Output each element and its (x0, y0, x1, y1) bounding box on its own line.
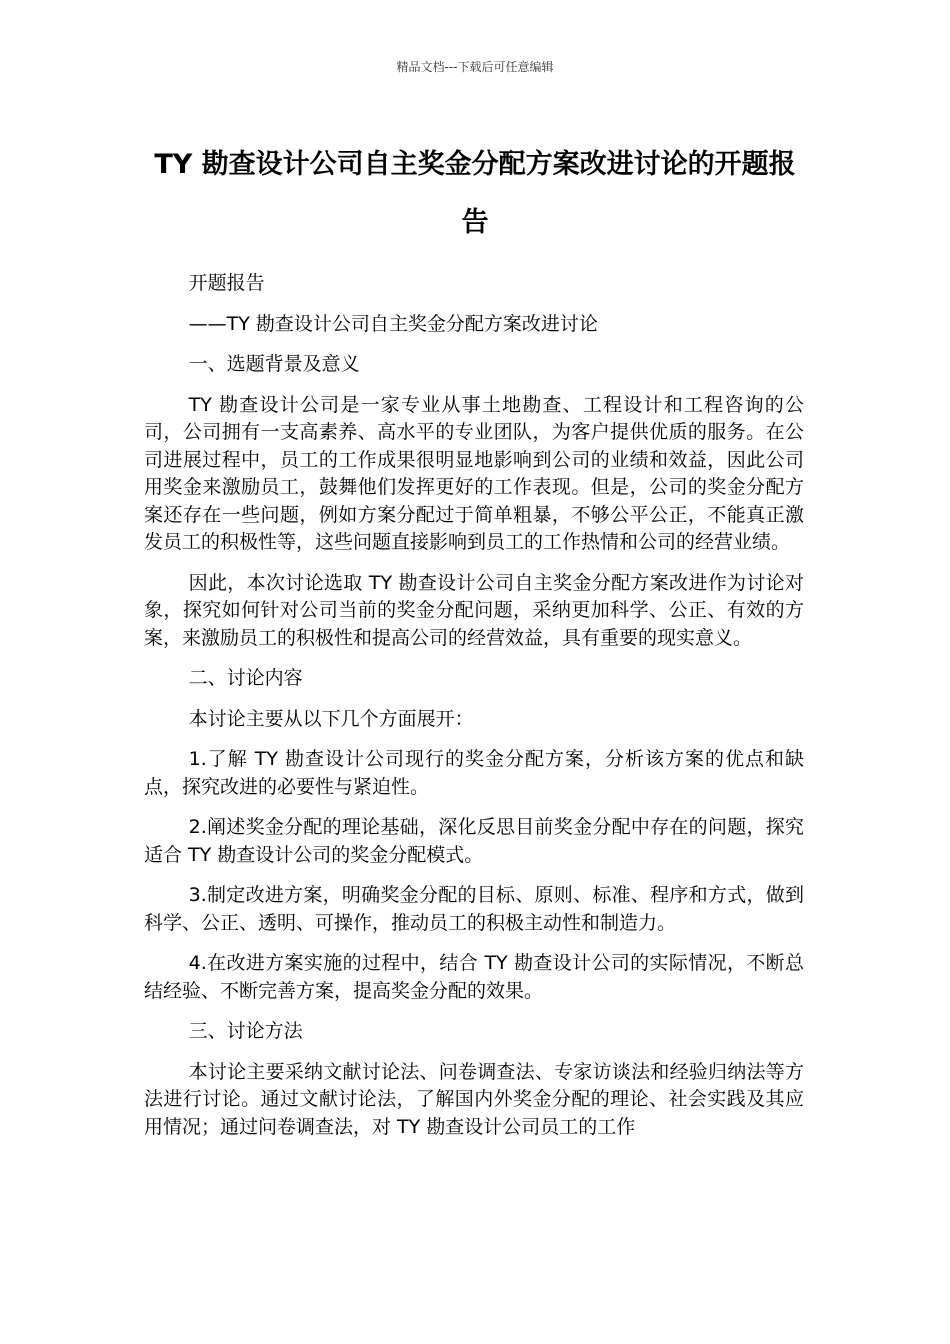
document-title: TY 勘查设计公司自主奖金分配方案改进讨论的开题报告 (154, 149, 796, 238)
list-item-3: 3.制定改进方案，明确奖金分配的目标、原则、标准、程序和方式，做到科学、公正、透明、可操作，推动员工的积极主动性和制造力。 (144, 884, 804, 934)
list-item-1: 1.了解 TY 勘查设计公司现行的奖金分配方案，分析该方案的优点和缺点，探究改进的必要性与紧迫性。 (144, 748, 804, 798)
list-item-2: 2.阐述奖金分配的理论基础，深化反思目前奖金分配中存在的问题，探究适合 TY 勘查设计公司的奖金分配模式。 (144, 816, 804, 866)
section-heading-background: 一、选题背景及意义 (188, 353, 360, 375)
document-body (144, 270, 804, 1154)
paragraph-significance: 因此，本次讨论选取 TY 勘查设计公司自主奖金分配方案改进作为讨论对象，探究如何针对公司当前的奖金分配问题，采纳更加科学、公正、有效的方案，来激励员工的积极性和提高公司的经营效益，具有重要的现实意义。 (144, 571, 804, 649)
paragraph-method: 本讨论主要采纳文献讨论法、问卷调查法、专家访谈法和经验归纳法等方法进行讨论。通过文献讨论法，了解国内外奖金分配的理论、社会实践及其应用情况；通过问卷调查法，对 TY 勘查设计公司员工的工作 (144, 1060, 804, 1138)
header-note: 精品文档---下载后可任意编辑 (396, 60, 554, 74)
paragraph-background: TY 勘查设计公司是一家专业从事土地勘查、工程设计和工程咨询的公司，公司拥有一支高素养、高水平的专业团队，为客户提供优质的服务。在公司进展过程中，员工的工作成果很明显地影响到公司的业绩和效益，因此公司用奖金来激励员工，鼓舞他们发挥更好的工作表现。但是，公司的奖金分配方案还存在一些问题，例如方案分配过于简单粗暴，不够公平公正，不能真正激发员工的积极性等，这些问题直接影响到员工的工作热情和公司的经营业绩。 (144, 393, 804, 553)
list-item-4: 4.在改进方案实施的过程中，结合 TY 勘查设计公司的实际情况，不断总结经验、不断完善方案，提高奖金分配的效果。 (144, 952, 804, 1002)
paragraph-content-intro: 本讨论主要从以下几个方面展开： (188, 707, 474, 730)
paragraph-subtitle: ——TY 勘查设计公司自主奖金分配方案改进讨论 (188, 312, 598, 335)
section-heading-content: 二、讨论内容 (188, 667, 303, 689)
section-heading-method: 三、讨论方法 (188, 1020, 303, 1042)
paragraph-report-label: 开题报告 (188, 272, 265, 294)
